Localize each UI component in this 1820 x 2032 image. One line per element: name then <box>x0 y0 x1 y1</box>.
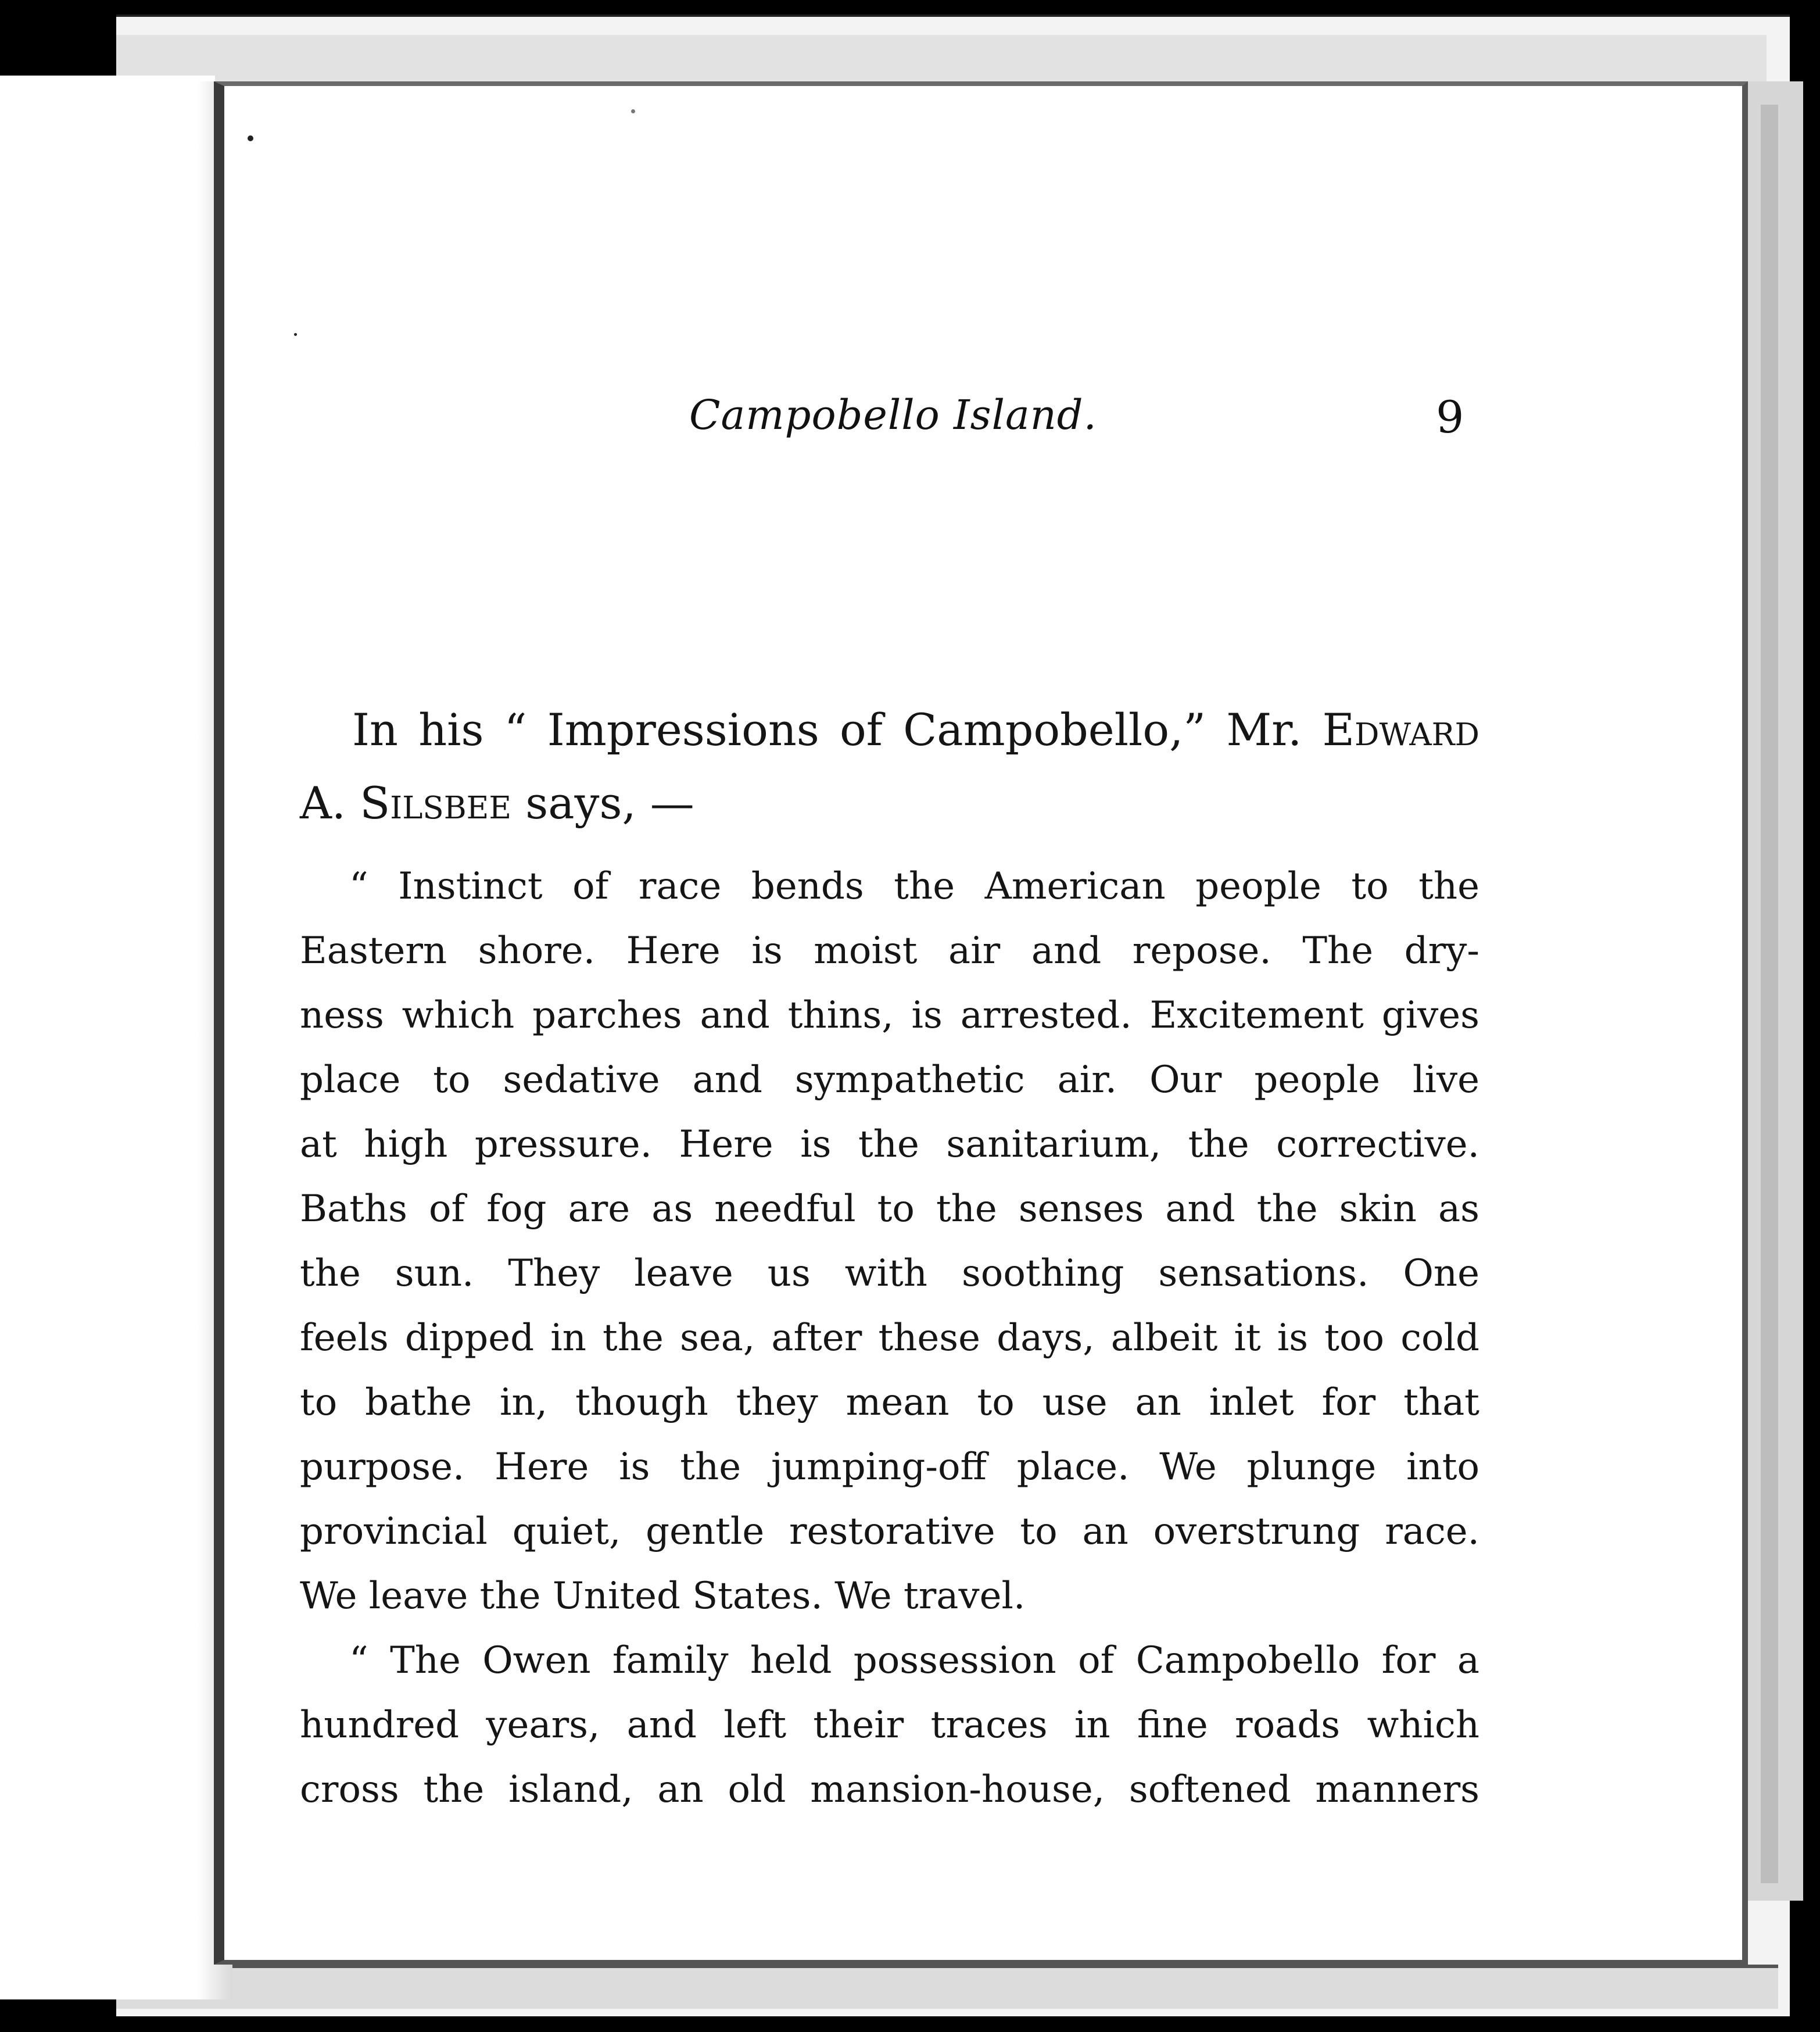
text-line: We leave the United States. We travel. <box>300 1575 1026 1618</box>
text-line: cross the island, an old mansion-house, softened manners <box>300 1768 1479 1811</box>
text-line: “ Instinct of race bends the American people to the <box>349 865 1479 908</box>
text-line: Baths of fog are as needful to the senses and the skin as <box>300 1187 1479 1230</box>
intro-text: says, — <box>511 777 694 829</box>
right-page-edge-inner <box>1761 105 1778 1883</box>
page-number: 9 <box>1436 391 1464 443</box>
book-page <box>214 81 1748 1965</box>
text-line: the sun. They leave us with soothing sensations. One <box>300 1252 1479 1295</box>
bottom-page-edge <box>116 1965 1778 2009</box>
text-line: at high pressure. Here is the sanitarium, the corrective. <box>300 1123 1479 1166</box>
quote-paragraph <box>300 1629 1479 1822</box>
page-title: Campobello Island. <box>689 391 1097 439</box>
text-line: provincial quiet, gentle restorative to an overstrung race. <box>300 1510 1479 1553</box>
text-line: to bathe in, though they mean to use an inlet for that <box>300 1381 1479 1424</box>
intro-text: In his “ Impressions of Campobello,” Mr. <box>352 704 1323 756</box>
text-line: Eastern shore. Here is moist air and repose. The dry- <box>300 929 1479 972</box>
intro-line <box>300 767 1479 840</box>
author-first-name: Edward <box>1322 704 1479 756</box>
quote-paragraph <box>300 854 1479 1629</box>
author-name: A. Silsbee <box>300 777 512 829</box>
text-line: feels dipped in the sea, after these days, albeit it is too cold <box>300 1316 1479 1360</box>
ink-speck <box>631 109 635 113</box>
text-line: hundred years, and left their traces in fine roads which <box>300 1704 1479 1747</box>
text-line: place to sedative and sympathetic air. Our people live <box>300 1058 1479 1101</box>
text-line: “ The Owen family held possession of Campobello for a <box>349 1639 1479 1682</box>
ink-speck <box>294 333 297 336</box>
intro-paragraph <box>300 693 1479 840</box>
top-page-edge <box>116 35 1767 87</box>
intro-line <box>300 693 1479 767</box>
ink-speck <box>248 135 253 141</box>
text-line: ness which parches and thins, is arrested. Excitement gives <box>300 994 1479 1037</box>
body-text <box>300 693 1479 1822</box>
facing-page-edge <box>0 76 215 1999</box>
text-line: purpose. Here is the jumping-off place. We plunge into <box>300 1446 1479 1489</box>
